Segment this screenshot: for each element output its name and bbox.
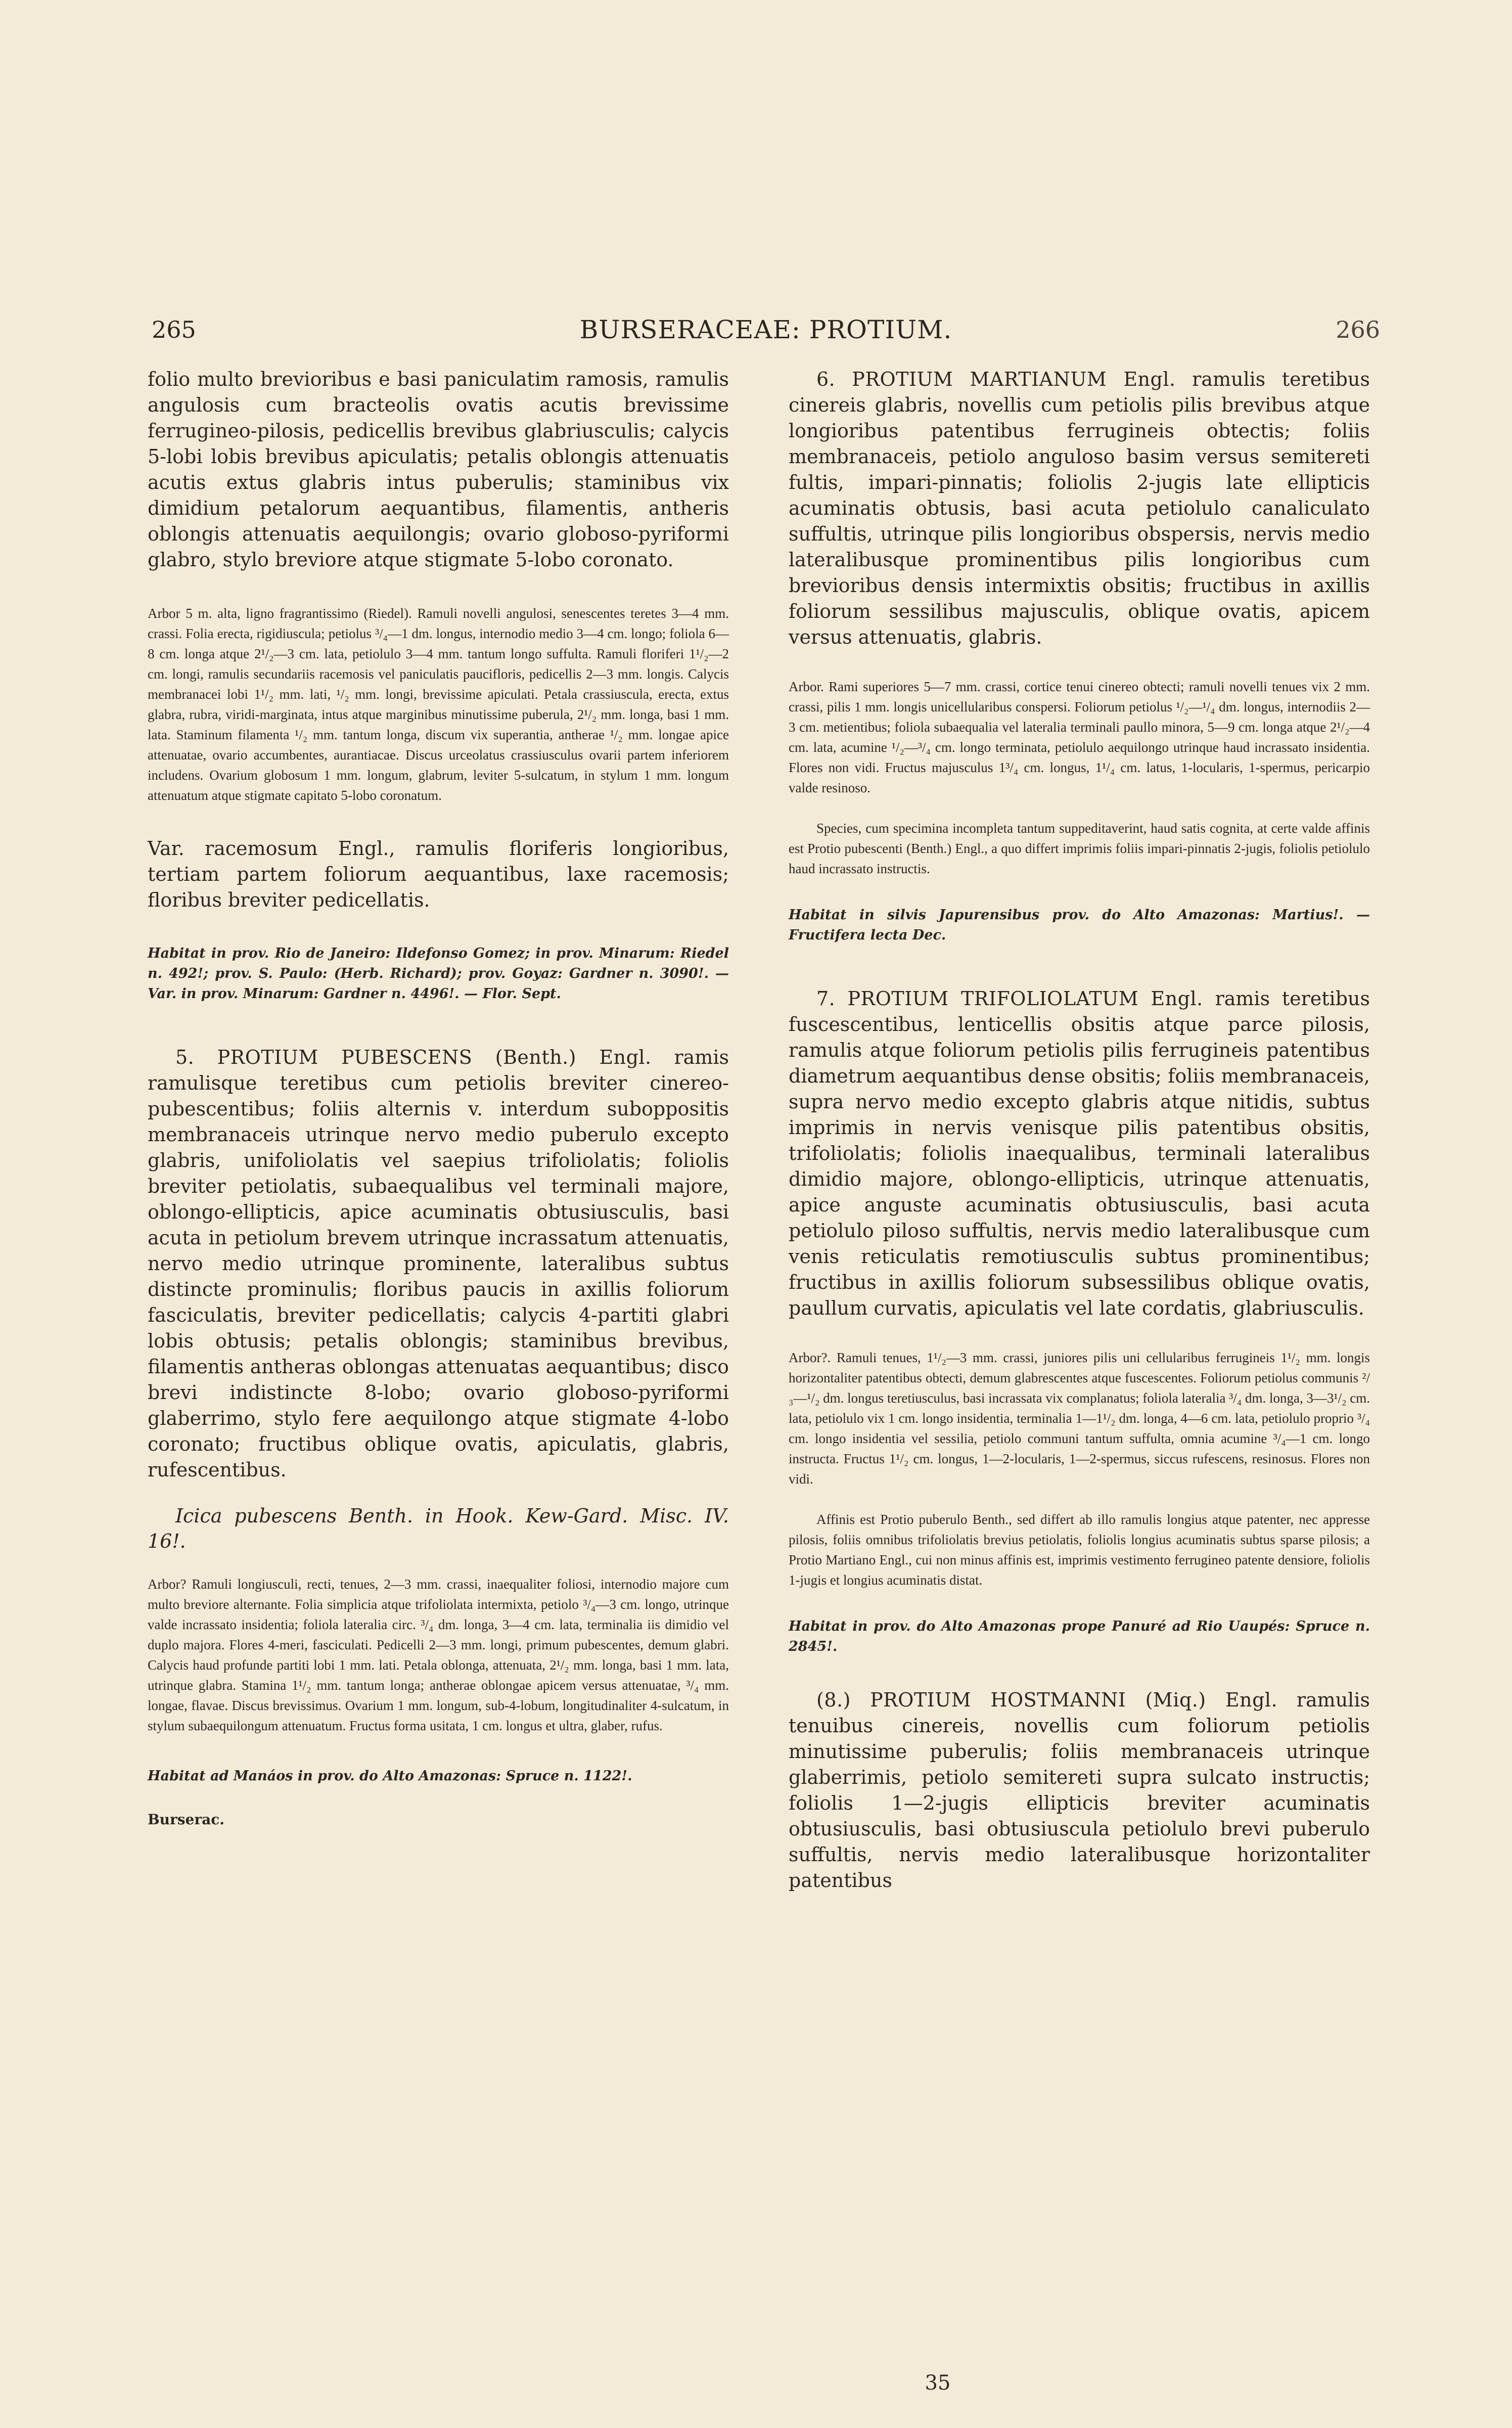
synonym-line: Icica pubescens Benth. in Hook. Kew-Gard. Misc. IV. 16!.	[148, 1505, 729, 1552]
species-6-heading: 6. PROTIUM MARTIANUM Engl.	[816, 368, 1176, 390]
footer-label: Burserac.	[148, 1811, 225, 1828]
description-species-6: Arbor. Rami superiores 5—7 mm. crassi, cortice tenui cinereo obtecti; ramuli novelli tenues vix 2 mm. crassi, pilis 1 mm. longis unicellularibus conspersi. Foliorum petiolus ¹/₂—¹/₄ dm. longus, internodiis 2—3 cm. metientibus; foliola subaequalia vel lateralia terminali paullo minora, 5—9 cm. longa atque 2¹/₂—4 cm. lata, acumine ¹/₂—³/₄ cm. longo terminata, petiolulo aequilongo utrinque haud incrassato insidentia. Flores non vidi. Fructus majusculus 1³/₄ cm. longus, 1¹/₄ cm. latus, 1-locularis, 1-spermus, pericarpio valde resinoso.	[789, 679, 1370, 795]
habitat-species-6: Habitat in silvis Japurensibus prov. do Alto Amazonas: Martius!. — Fructifera lecta Dec.	[789, 907, 1370, 943]
left-page-number: 265	[152, 316, 196, 343]
running-title: BURSERACEAE: PROTIUM.	[579, 315, 952, 344]
species-7-heading: 7. PROTIUM TRIFOLIOLATUM Engl.	[816, 987, 1203, 1010]
description-species-7: Arbor?. Ramuli tenues, 1¹/₂—3 mm. crassi, juniores pilis uni cellularibus ferrugineis 1¹/₂ mm. longis horizontaliter patentibus obtecti, demum glabrescentes atque fuscescentes. Foliorum petiolus communis ²/₃—¹/₂ dm. longus teretiusculus, basi incrassata vix complanatus; foliola lateralia ³/₄ dm. longa, 3—3¹/₂ cm. lata, petiolulo vix 1 cm. longo insidentia, terminalia 1—1¹/₂ dm. longa, 4—6 cm. lata, petiolulo proprio ³/₄ cm. longo insidentia vel sessilia, petiolo communi tantum suffulta, omnia acumine ³/₄—1 cm. longo instructa. Fructus 1¹/₂ cm. longus, 1—2-locularis, 1—2-spermus, siccus rufescens, resinosus. Flores non vidi.	[789, 1350, 1370, 1487]
signature-page-number: 35	[925, 2371, 951, 2395]
species-7-paragraph	[789, 986, 1370, 1321]
species-8-heading: (8.) PROTIUM HOSTMANNI (Miq.) Engl.	[816, 1689, 1278, 1711]
variety-paragraph: Var. racemosum Engl., ramulis floriferis longioribus, tertiam partem foliorum aequantibus, laxe racemosis; floribus breviter pedicellatis.	[148, 837, 729, 911]
right-column	[789, 367, 1370, 1894]
habitat-species-7: Habitat in prov. do Alto Amazonas prope Panuré ad Rio Uaupés: Spruce n. 2845!.	[789, 1618, 1370, 1654]
note-species-7: Affinis est Protio puberulo Benth., sed differt ab illo ramulis longius atque patenter, nec appresse pilosis, foliis omnibus trifoliolatis brevius petiolatis, foliolis longius acuminatis subtus sparse pilosis; a Protio Martiano Engl., cui non minus affinis est, imprimis vestimento ferrugineo patente densiore, foliolis 1-jugis et longius acuminatis distat.	[789, 1512, 1370, 1588]
species-7-text: ramis teretibus fuscescentibus, lenticellis obsitis atque parce pilosis, ramulis atque foliorum petiolis pilis ferrugineis patentibus diametrum aequantibus dense obsitis; foliis membranaceis, supra nervo medio excepto glabris atque nitidis, subtus imprimis in nervis venisque pilis patentibus obsitis, trifoliolatis; foliolis inaequalibus, terminali lateralibus dimidio majore, oblongo-ellipticis, utrinque attenuatis, apice anguste acuminatis obtusiusculis, basi acuta petiolulo piloso suffultis, nervis medio lateralibusque cum venis reticulatis remotiusculis subtus prominentibus; fructibus in axillis foliorum subsessilibus oblique ovatis, paullum curvatis, apiculatis vel late cordatis, glabriusculis.	[789, 987, 1370, 1319]
description-species-4: Arbor 5 m. alta, ligno fragrantissimo (Riedel). Ramuli novelli angulosi, senescentes teretes 3—4 mm. crassi. Folia erecta, rigidiuscula; petiolus ³/₄—1 dm. longus, internodio medio 3—4 cm. longo; foliola 6—8 cm. longa atque 2¹/₂—3 cm. lata, petiolulo 3—4 mm. tantum longo suffulta. Ramuli floriferi 1¹/₂—2 cm. longi, ramulis secundariis racemosis vel paniculatis paucifloris, pedicellis 2—3 mm. longis. Calycis membranacei lobi 1¹/₂ mm. lati, ¹/₂ mm. longi, brevissime apiculati. Petala crassiuscula, erecta, extus glabra, rubra, viridi-marginata, intus atque marginibus minutissime puberula, 2¹/₂ mm. longa, basi 1 mm. lata. Staminum filamenta ¹/₂ mm. tantum longa, discum vix superantia, antherae ¹/₂ mm. longae apice attenuatae, ovario accumbentes, aurantiacae. Discus urceolatus crassiusculus ovarii partem inferiorem includens. Ovarium globosum 1 mm. longum, glabrum, leviter 5-sulcatum, in stylum 1 mm. longum attenuatum atque stigmate capitato 5-lobo coronatum.	[148, 606, 729, 803]
paragraph-continuation: folio multo brevioribus e basi paniculatim ramosis, ramulis angulosis cum bracteolis ovatis acutis brevissime ferrugineo-pilosis, pedicellis brevibus glabriusculis; calycis 5-lobi lobis brevibus apiculatis; petalis oblongis attenuatis acutis extus glabris intus puberulis; staminibus vix dimidium petalorum aequantibus, filamentis, antheris oblongis attenuatis aequilongis; ovario globoso-pyriformi glabro, stylo breviore atque stigmate 5-lobo coronato.	[148, 368, 729, 571]
page-header	[152, 314, 1380, 355]
left-column	[148, 367, 729, 1832]
species-6-paragraph	[789, 367, 1370, 650]
habitat-species-5: Habitat ad Manáos in prov. do Alto Amazonas: Spruce n. 1122!.	[148, 1768, 632, 1784]
species-5-paragraph	[148, 1045, 729, 1483]
species-5-heading: 5. PROTIUM PUBESCENS (Benth.) Engl.	[175, 1046, 652, 1068]
note-species-6: Species, cum specimina incompleta tantum suppeditaverint, haud satis cognita, at certe valde affinis est Protio pubescenti (Benth.) Engl., a quo differt imprimis foliis impari-pinnatis 2-jugis, foliolis petiolulo haud incrassato instructis.	[789, 821, 1370, 876]
description-species-5: Arbor? Ramuli longiusculi, recti, tenues, 2—3 mm. crassi, inaequaliter foliosi, internodio majore cum multo breviore alternante. Folia simplicia atque trifoliolata intermixta, petiolo ³/₄—3 cm. longo, utrinque valde incrassato insidentia; foliola lateralia circ. ³/₄ dm. longa, 3—4 cm. lata, terminalia iis dimidio vel duplo majora. Flores 4-meri, fasciculati. Pedicelli 2—3 mm. longi, primum pubescentes, demum glabri. Calycis haud profunde partiti lobi 1 mm. lati. Petala oblonga, attenuata, 2¹/₂ mm. longa, basi 1 mm. lata, utrinque glabra. Stamina 1¹/₂ mm. tantum longa; antherae oblongae apicem versus attenuatae, ³/₄ mm. longae, flavae. Discus brevissimus. Ovarium 1 mm. longum, sub-4-lobum, longitudinaliter 4-sulcatum, in stylum subaequilongum attenuatum. Fructus forma usitata, 1 cm. longus et ultra, glaber, rufus.	[148, 1577, 729, 1733]
habitat-species-4: Habitat in prov. Rio de Janeiro: Ildefonso Gomez; in prov. Minarum: Riedel n. 492!; prov. S. Paulo: (Herb. Richard); prov. Goyaz: Gardner n. 3090!. — Var. in prov. Minarum: Gardner n. 4496!. — Flor. Sept.	[148, 946, 729, 1002]
species-5-text: ramis ramulisque teretibus cum petiolis breviter cinereo-pubescentibus; foliis alternis v. interdum suboppositis membranaceis utrinque nervo medio puberulo excepto glabris, unifoliolatis vel saepius trifoliolatis; foliolis breviter petiolatis, subaequalibus vel terminali majore, oblongo-ellipticis, apice acuminatis obtusiusculis, basi acuta in petiolum brevem utrinque incrassatum attenuatis, nervo medio utrinque prominente, lateralibus subtus distincte prominulis; floribus paucis in axillis foliorum fasciculatis, breviter pedicellatis; calycis 4-partiti glabri lobis obtusis; petalis oblongis; staminibus brevibus, filamentis antheras oblongas attenuatas aequantibus; disco brevi indistincte 8-lobo; ovario globoso-pyriformi glaberrimo, stylo fere aequilongo atque stigmate 4-lobo coronato; fructibus oblique ovatis, apiculatis, glabris, rufescentibus.	[148, 1046, 729, 1481]
species-8-text: ramulis tenuibus cinereis, novellis cum foliorum petiolis minutissime puberulis; foliis membranaceis utrinque glaberrimis, petiolo semitereti supra sulcato instructis; foliolis 1—2-jugis ellipticis breviter acuminatis obtusiusculis, basi obtusiuscula petiolulo brevi puberulo suffultis, nervis medio lateralibusque horizontaliter patentibus	[789, 1689, 1370, 1892]
species-6-text: ramulis teretibus cinereis glabris, novellis cum petiolis pilis brevibus atque longioribus patentibus ferrugineis obtectis; foliis membranaceis, petiolo anguloso basim versus semitereti fultis, impari-pinnatis; foliolis 2-jugis late ellipticis acuminatis obtusis, basi acuta petiolulo canaliculato suffultis, utrinque pilis longioribus obspersis, nervis medio lateralibusque prominentibus pilis longioribus cum brevioribus densis intermixtis obsitis; fructibus in axillis foliorum sessilibus majusculis, oblique ovatis, apicem versus attenuatis, glabris.	[789, 368, 1370, 648]
species-8-paragraph	[789, 1687, 1370, 1894]
right-page-number: 266	[1336, 316, 1380, 343]
